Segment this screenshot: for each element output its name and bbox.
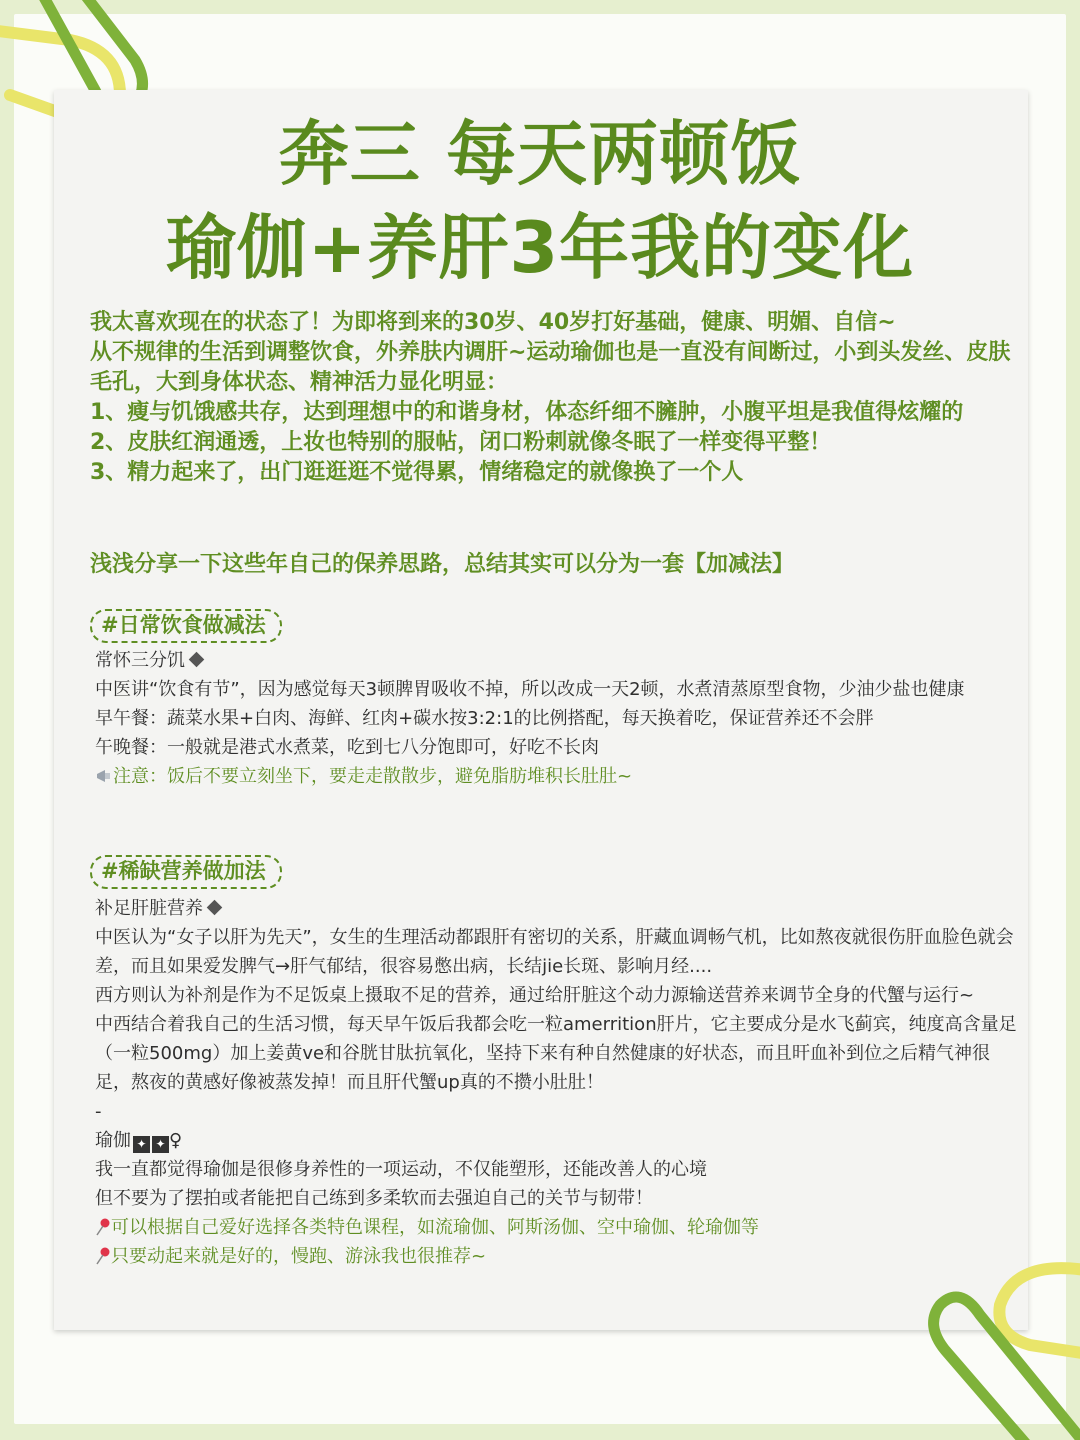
share-summary: 浅浅分享一下这些年自己的保养思路，总结其实可以分为一套【加减法】 (90, 552, 795, 577)
paragraph: 中医讲“饮食有节”，因为感觉每天3顿脾胃吸收不掉，所以改成一天2顿，水煮清蒸原型食物，少油少盐也健康 (95, 679, 965, 700)
paragraph: 西方则认为补剂是作为不足饭桌上摄取不足的营养，通过给肝脏这个动力源输送营养来调节全身的代蟹与运行~ (95, 985, 975, 1006)
intro-line: 我太喜欢现在的状态了！为即将到来的30岁、40岁打好基础，健康、明媚、自信~ (90, 310, 896, 335)
female-sign: ♀ (169, 1130, 183, 1151)
section-tag-diet: #日常饮食做减法 (90, 609, 282, 643)
paragraph: 中西结合着我自己的生活习惯，每天早午饭后我都会吃一粒amerrition肝片，它主要成分是水飞蓟宾，纯度高含量足（一粒500mg）加上姜黄ve和谷胱甘肽抗氧化，坚持下来有种自然健康的好状态，而且旰血补到位之后精气神很足，熬夜的黄感好像被蒸发掉！而且肝代蟹up真的不攒小肚肚！ (95, 1014, 1017, 1093)
section-heading (95, 894, 1025, 923)
page-title-line-1: 奔三 每天两顿饭 (278, 113, 802, 195)
intro-list-item: 1、瘦与饥饿感共存，达到理想中的和谐身材，体态纤细不臃肿，小腹平坦是我值得炫耀的 (90, 400, 964, 425)
pin-line (95, 1213, 1025, 1242)
section-nutrition (95, 894, 1025, 1271)
pin-text: 可以根据自己爱好选择各类特色课程，如流瑜伽、阿斯汤伽、空中瑜伽、轮瑜伽等 (111, 1217, 759, 1238)
intro-line: 从不规律的生活到调整饮食，外养肤内调肝~运动瑜伽也是一直没有间断过，小到头发丝、皮肤毛孔，大到身体状态、精神活力显化明显： (90, 340, 1011, 395)
note-text: 注意：饭后不要立刻坐下，要走走散散步，避免脂肪堆积长肚肚~ (113, 766, 633, 787)
intro-text (90, 308, 1020, 488)
section-tag-nutrition: #稀缺营养做加法 (90, 855, 282, 889)
heading-text: 补足肝脏营养 (95, 898, 203, 919)
yoga-pose-icon: ✦ (152, 1136, 169, 1153)
paragraph: 但不要为了摆拍或者能把自己练到多柔软而去强迫自己的关节与韧带！ (95, 1188, 653, 1209)
note-line (95, 762, 1025, 791)
pin-text: 只要动起来就是好的，慢跑、游泳我也很推荐~ (111, 1246, 487, 1267)
paragraph: 中医认为“女子以肝为先天”，女生的生理活动都跟肝有密切的关系，肝藏血调畅气机，比如熬夜就很伤肝血脸色就会差，而且如果爱发脾气→肝气郁结，很容易憋出病，长结jie长斑、影响月经.... (95, 927, 1014, 977)
paperclip-icon (920, 1260, 1080, 1440)
page-title-line-2: 瑜伽+养肝3年我的变化 (165, 207, 915, 289)
intro-list-item: 2、皮肤红润通透，上妆也特别的服帖，闭口粉刺就像冬眠了一样变得平整！ (90, 430, 832, 455)
diamond-icon (189, 652, 205, 668)
pin-line (95, 1242, 1025, 1271)
divider-dash: - (95, 1101, 102, 1122)
paragraph: 午晚餐：一般就是港式水煮菜，吃到七八分饱即可，好吃不长肉 (95, 737, 599, 758)
heading-text: 常怀三分饥 (95, 650, 185, 671)
pushpin-icon (95, 1218, 111, 1236)
paragraph: 我一直都觉得瑜伽是很修身养性的一项运动，不仅能塑形，还能改善人的心境 (95, 1159, 707, 1180)
yoga-pose-icon: ✦ (133, 1136, 150, 1153)
paragraph: 早午餐：蔬菜水果+白肉、海鲜、红肉+碳水按3:2:1的比例搭配，每天换着吃，保证营养还不会胖 (95, 708, 874, 729)
pushpin-icon (95, 1247, 111, 1265)
section-heading (95, 646, 1025, 675)
intro-list-item: 3、精力起来了，出门逛逛逛不觉得累，情绪稳定的就像换了一个人 (90, 460, 744, 485)
diamond-icon (207, 900, 223, 916)
section-diet (95, 646, 1025, 791)
megaphone-icon (95, 768, 113, 784)
yoga-heading-text: 瑜伽 (95, 1130, 131, 1151)
yoga-heading (95, 1126, 1025, 1155)
